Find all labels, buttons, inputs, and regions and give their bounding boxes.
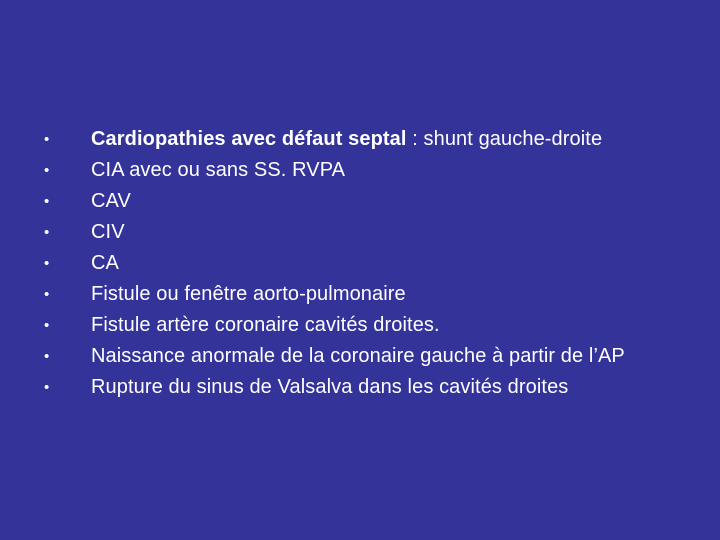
list-item xyxy=(0,159,671,182)
bullet-icon: • xyxy=(44,131,50,148)
bullet-text: : shunt gauche-droite xyxy=(406,128,603,150)
list-item xyxy=(0,376,671,399)
list-item xyxy=(0,252,671,275)
bullet-icon: • xyxy=(44,255,50,272)
bullet-icon: • xyxy=(44,286,50,303)
bullet-text: Naissance anormale de la coronaire gauche à partir de l’AP xyxy=(91,345,625,367)
bullet-text: Rupture du sinus de Valsalva dans les cavités droites xyxy=(91,376,569,398)
bullet-icon: • xyxy=(44,162,50,179)
list-item xyxy=(0,128,671,151)
bullet-icon: • xyxy=(44,224,50,241)
bullet-text: CAV xyxy=(91,190,131,212)
bullet-icon: • xyxy=(44,193,50,210)
bullet-icon: • xyxy=(44,379,50,396)
bullet-bold-text: Cardiopathies avec défaut septal xyxy=(91,128,407,150)
bullet-icon: • xyxy=(44,317,50,334)
bullet-icon: • xyxy=(44,348,50,365)
list-item xyxy=(0,221,671,244)
bullet-text: CIA avec ou sans SS. RVPA xyxy=(91,159,346,181)
bullet-text: Fistule ou fenêtre aorto-pulmonaire xyxy=(91,283,406,305)
bullet-text: Fistule artère coronaire cavités droites. xyxy=(91,314,440,336)
list-item xyxy=(0,345,671,368)
list-item xyxy=(0,283,671,306)
bullet-text: CIV xyxy=(91,221,125,243)
list-item xyxy=(0,314,671,337)
list-item xyxy=(0,190,671,213)
bullet-text: CA xyxy=(91,252,119,274)
bullet-list xyxy=(0,128,720,399)
